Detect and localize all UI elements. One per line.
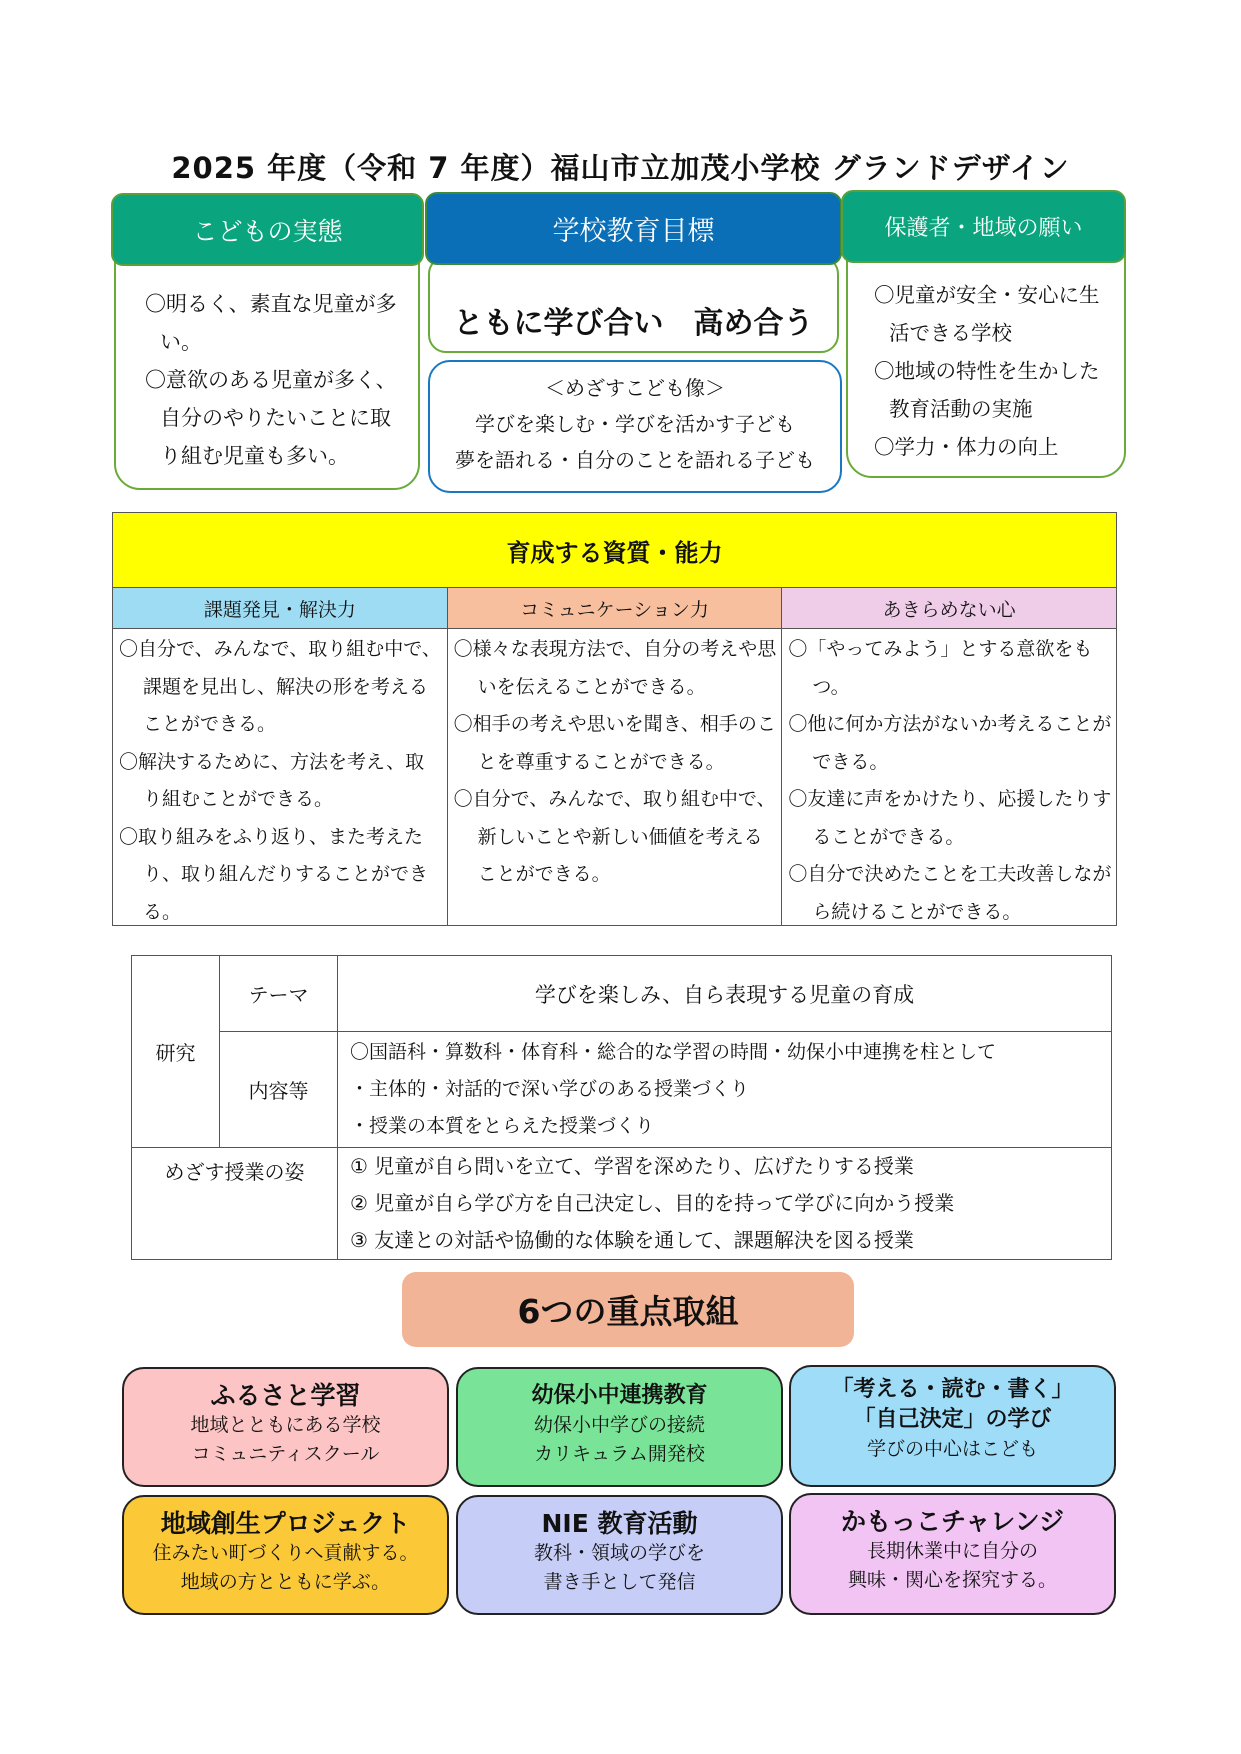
- ability-cell-communication: [448, 629, 783, 925]
- theme-text: 学びを楽しみ、自ら表現する児童の育成: [338, 956, 1112, 1032]
- list-item: 〇他に何か方法がないか考えることができる。: [788, 713, 1112, 773]
- list-item: 〇意欲のある児童が多く、自分のやりたいことに取り組む児童も多い。: [145, 368, 397, 468]
- theme-label: テーマ: [220, 956, 338, 1032]
- list-item: 〇自分で決めたことを工夫改善しながら続けることができる。: [788, 863, 1112, 923]
- lesson-line: ① 児童が自ら問いを立て、学習を深めたり、広げたりする授業: [350, 1154, 914, 1178]
- ideal-child-box: [428, 360, 842, 493]
- card-line: 書き手として発信: [543, 1571, 696, 1593]
- list-item: 〇自分で、みんなで、取り組む中で、新しいことや新しい価値を考えることができる。: [453, 788, 776, 885]
- school-goal-box: [428, 256, 839, 353]
- page-title: 2025 年度（令和 7 年度）福山市立加茂小学校 グランドデザイン: [171, 151, 1070, 185]
- ability-heading-communication: コミュニケーション力: [448, 588, 783, 628]
- card-title: かもっこチャレンジ: [840, 1507, 1064, 1536]
- content-line: ・授業の本質をとらえた授業づくり: [350, 1115, 655, 1137]
- lesson-cell: [338, 1148, 1112, 1260]
- research-table: [131, 955, 1112, 1260]
- lesson-line: ③ 友達との対話や協働的な体験を通して、課題解決を図る授業: [350, 1228, 914, 1252]
- card-title: NIE 教育活動: [541, 1509, 698, 1538]
- lesson-line: ② 児童が自ら学び方を自己決定し、目的を持って学びに向かう授業: [350, 1191, 955, 1215]
- list-item: 〇自分で、みんなで、取り組む中で、課題を見出し、解決の形を考えることができる。: [119, 638, 441, 735]
- content-line: 〇国語科・算数科・体育科・総合的な学習の時間・幼保小中連携を柱として: [350, 1041, 997, 1063]
- children-state-heading: こどもの実態: [111, 193, 424, 266]
- initiative-card-renkei: [456, 1367, 783, 1487]
- guardian-wishes-heading: 保護者・地域の願い: [841, 190, 1126, 263]
- list-item: 〇様々な表現方法で、自分の考えや思いを伝えることができる。: [453, 638, 777, 698]
- ideal-child-line: 学びを楽しむ・学びを活かす子ども: [475, 412, 795, 436]
- card-line: 長期休業中に自分の: [866, 1540, 1038, 1562]
- lesson-label: めざす授業の姿: [132, 1148, 338, 1260]
- list-item: 〇学力・体力の向上: [874, 435, 1059, 459]
- card-line: 地域とともにある学校: [190, 1414, 381, 1436]
- initiative-card-furusato: [122, 1367, 449, 1487]
- card-line: 住みたい町づくりへ貢献する。: [152, 1542, 419, 1564]
- guardian-wishes-list: [874, 276, 1104, 466]
- abilities-table: [112, 512, 1117, 926]
- card-title: 「考える・読む・書く」: [831, 1377, 1074, 1402]
- ideal-child-line: 夢を語れる・自分のことを語れる子ども: [455, 448, 815, 472]
- list-item: 〇明るく、素直な児童が多い。: [145, 292, 397, 354]
- six-initiatives-banner: 6つの重点取組: [402, 1272, 854, 1347]
- card-line: 幼保小中学びの接続: [533, 1414, 705, 1436]
- abilities-title: 育成する資質・能力: [113, 513, 1116, 588]
- children-state-list: [145, 285, 400, 475]
- card-title: 幼保小中連携教育: [531, 1383, 708, 1408]
- card-title: 「自己決定」の学び: [853, 1407, 1052, 1432]
- card-line: 地域の方とともに学ぶ。: [180, 1571, 391, 1593]
- card-line: コミュニティスクール: [191, 1443, 380, 1465]
- ability-cell-perseverance: [782, 629, 1116, 925]
- list-item: 〇相手の考えや思いを聞き、相手のことを尊重することができる。: [453, 713, 776, 773]
- card-line: 学びの中心はこども: [866, 1438, 1038, 1460]
- content-line: ・主体的・対話的で深い学びのある授業づくり: [350, 1078, 750, 1100]
- list-item: 〇取り組みをふり返り、また考えたり、取り組んだりすることができる。: [119, 825, 429, 923]
- ability-cell-problem-solving: [113, 629, 448, 925]
- list-item: 〇地域の特性を生かした教育活動の実施: [874, 359, 1100, 421]
- ability-heading-problem-solving: 課題発見・解決力: [113, 588, 448, 628]
- card-line: 興味・関心を探究する。: [847, 1569, 1057, 1591]
- initiative-card-chiiki: [122, 1495, 449, 1615]
- list-item: 〇友達に声をかけたり、応援したりすることができる。: [788, 788, 1112, 848]
- card-title: ふるさと学習: [210, 1381, 361, 1410]
- initiative-card-kangaeru: [789, 1365, 1116, 1487]
- initiative-card-kamokko: [789, 1493, 1116, 1615]
- list-item: 〇解決するために、方法を考え、取り組むことができる。: [119, 750, 425, 810]
- card-title: 地域創生プロジェクト: [160, 1509, 411, 1538]
- list-item: 〇「やってみよう」とする意欲をもつ。: [788, 638, 1093, 698]
- initiative-card-nie: [456, 1495, 783, 1615]
- research-label: 研究: [132, 956, 220, 1148]
- school-goal-text: ともに学び合い 高め合う: [453, 305, 814, 341]
- school-goal-heading: 学校教育目標: [425, 192, 842, 265]
- ability-heading-perseverance: あきらめない心: [782, 588, 1116, 628]
- card-line: 教科・領域の学びを: [533, 1542, 705, 1564]
- ideal-child-title: ＜めざすこども像＞: [545, 376, 725, 400]
- content-cell: [338, 1032, 1112, 1148]
- content-label: 内容等: [220, 1032, 338, 1148]
- card-line: カリキュラム開発校: [534, 1443, 705, 1465]
- list-item: 〇児童が安全・安心に生活できる学校: [874, 283, 1100, 345]
